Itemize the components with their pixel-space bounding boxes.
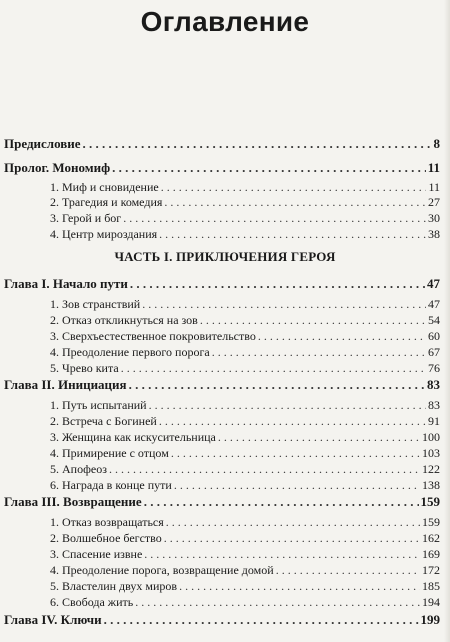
toc-entry-label: 3. Сверхъестественное покровительство bbox=[50, 329, 256, 343]
dot-leader bbox=[130, 276, 425, 292]
toc-subentry bbox=[50, 312, 440, 328]
toc-subentry bbox=[50, 328, 440, 344]
toc-subentry bbox=[50, 194, 440, 210]
toc-entry-preface bbox=[4, 136, 440, 152]
toc-entry-label: 5. Чрево кита bbox=[50, 361, 119, 375]
toc-entry-label: 1. Зов странствий bbox=[50, 297, 141, 311]
toc-entry-label: 5. Апофеоз bbox=[50, 462, 107, 476]
toc-subentry bbox=[50, 530, 440, 546]
dot-leader bbox=[144, 494, 419, 510]
toc-entry-label: Пролог. Мономиф bbox=[4, 160, 111, 175]
toc-entry-page: 103 bbox=[422, 446, 440, 460]
dot-leader bbox=[104, 612, 419, 628]
toc-entry-label: 3. Женщина как искусительница bbox=[50, 430, 216, 444]
toc-entry-page: 138 bbox=[422, 478, 440, 492]
dot-leader bbox=[121, 360, 426, 376]
dot-leader bbox=[171, 445, 420, 461]
toc-entry-label: 6. Свобода жить bbox=[50, 595, 134, 609]
dot-leader bbox=[109, 461, 420, 477]
toc-subentry bbox=[50, 226, 440, 242]
toc-entry-page: 159 bbox=[420, 494, 440, 509]
dot-leader bbox=[144, 546, 420, 562]
toc-entry-page: 54 bbox=[428, 313, 440, 327]
toc-entry-label: 3. Спасение извне bbox=[50, 547, 143, 561]
toc-entry-label: 4. Центр мироздания bbox=[50, 227, 158, 241]
dot-leader bbox=[159, 226, 426, 242]
toc-subentry bbox=[50, 477, 440, 493]
toc-entry-chapter-4 bbox=[4, 612, 440, 628]
toc-entry-label: 2. Встреча с Богиней bbox=[50, 414, 157, 428]
toc-entry-page: 76 bbox=[428, 361, 440, 375]
dot-leader bbox=[164, 530, 420, 546]
dot-leader bbox=[212, 344, 426, 360]
dot-leader bbox=[112, 160, 426, 176]
dot-leader bbox=[179, 578, 420, 594]
dot-leader bbox=[161, 179, 427, 195]
toc-entry-page: 47 bbox=[427, 276, 440, 291]
toc-subentry bbox=[50, 546, 440, 562]
dot-leader bbox=[218, 429, 420, 445]
toc-entry-page: 11 bbox=[428, 180, 440, 194]
toc-subentry bbox=[50, 344, 440, 360]
toc-entry-prologue bbox=[4, 160, 440, 176]
toc-subentry bbox=[50, 461, 440, 477]
dot-leader bbox=[83, 136, 432, 152]
toc-entry-page: 91 bbox=[428, 414, 440, 428]
toc-entry-page: 162 bbox=[422, 531, 440, 545]
page-edge-shadow bbox=[444, 0, 450, 642]
toc-entry-page: 169 bbox=[422, 547, 440, 561]
toc-subentry bbox=[50, 179, 440, 195]
toc-entry-label: 2. Волшебное бегство bbox=[50, 531, 162, 545]
dot-leader bbox=[149, 397, 426, 413]
toc-entry-label: 4. Примирение с отцом bbox=[50, 446, 169, 460]
toc-subentry bbox=[50, 578, 440, 594]
toc-entry-page: 47 bbox=[428, 297, 440, 311]
toc-entry-page: 122 bbox=[422, 462, 440, 476]
dot-leader bbox=[135, 594, 420, 610]
toc-entry-page: 83 bbox=[427, 377, 440, 392]
toc-entry-page: 67 bbox=[428, 345, 440, 359]
dot-leader bbox=[164, 194, 426, 210]
toc-entry-label: 1. Отказ возвращаться bbox=[50, 515, 164, 529]
toc-entry-chapter-1 bbox=[4, 276, 440, 292]
toc-entry-label: 1. Миф и сновидение bbox=[50, 180, 159, 194]
page-title: Оглавление bbox=[140, 6, 310, 37]
toc-entry-page: 38 bbox=[428, 227, 440, 241]
dot-leader bbox=[258, 328, 426, 344]
toc-subentry bbox=[50, 594, 440, 610]
toc-entry-label: 4. Преодоление первого порога bbox=[50, 345, 210, 359]
toc-entry-chapter-2 bbox=[4, 377, 440, 393]
toc-entry-page: 194 bbox=[422, 595, 440, 609]
toc-entry-label: 3. Герой и бог bbox=[50, 211, 122, 225]
toc-subentry bbox=[50, 397, 440, 413]
dot-leader bbox=[174, 477, 420, 493]
toc-entry-page: 30 bbox=[428, 211, 440, 225]
toc-entry-page: 185 bbox=[422, 579, 440, 593]
dot-leader bbox=[200, 312, 426, 328]
dot-leader bbox=[159, 413, 426, 429]
toc-entry-label: 4. Преодоление порога, возвращение домой bbox=[50, 563, 274, 577]
toc-entry-page: 60 bbox=[428, 329, 440, 343]
toc-entry-page: 83 bbox=[428, 398, 440, 412]
toc-subentry bbox=[50, 445, 440, 461]
dot-leader bbox=[166, 514, 420, 530]
toc-entry-page: 8 bbox=[433, 136, 440, 151]
toc-entry-page: 100 bbox=[422, 430, 440, 444]
toc-entry-label: Предисловие bbox=[4, 136, 81, 151]
toc-entry-label: Глава III. Возвращение bbox=[4, 494, 142, 509]
toc-entry-label: 2. Отказ откликнуться на зов bbox=[50, 313, 198, 327]
toc-entry-page: 199 bbox=[420, 612, 440, 627]
toc-entry-label: Глава I. Начало пути bbox=[4, 276, 128, 291]
toc-entry-label: 5. Властелин двух миров bbox=[50, 579, 178, 593]
toc-subentry bbox=[50, 210, 440, 226]
toc-entry-label: 6. Награда в конце пути bbox=[50, 478, 172, 492]
toc-entry-chapter-3 bbox=[4, 494, 440, 510]
toc-entry-label: Глава II. Инициация bbox=[4, 377, 127, 392]
toc-subentry bbox=[50, 429, 440, 445]
toc-entry-label: 1. Путь испытаний bbox=[50, 398, 147, 412]
toc-entry-page: 11 bbox=[427, 160, 440, 175]
toc-entry-page: 172 bbox=[422, 563, 440, 577]
dot-leader bbox=[129, 377, 425, 393]
dot-leader bbox=[142, 296, 426, 312]
toc-entry-page: 27 bbox=[428, 195, 440, 209]
toc-subentry bbox=[50, 360, 440, 376]
toc-entry-label: Глава IV. Ключи bbox=[4, 612, 102, 627]
toc-subentry bbox=[50, 514, 440, 530]
toc-subentry bbox=[50, 296, 440, 312]
toc-entry-page: 159 bbox=[422, 515, 440, 529]
part-heading: ЧАСТЬ I. ПРИКЛЮЧЕНИЯ ГЕРОЯ bbox=[114, 249, 336, 264]
toc-subentry bbox=[50, 562, 440, 578]
toc-subentry bbox=[50, 413, 440, 429]
dot-leader bbox=[276, 562, 420, 578]
dot-leader bbox=[123, 210, 426, 226]
toc-entry-label: 2. Трагедия и комедия bbox=[50, 195, 163, 209]
